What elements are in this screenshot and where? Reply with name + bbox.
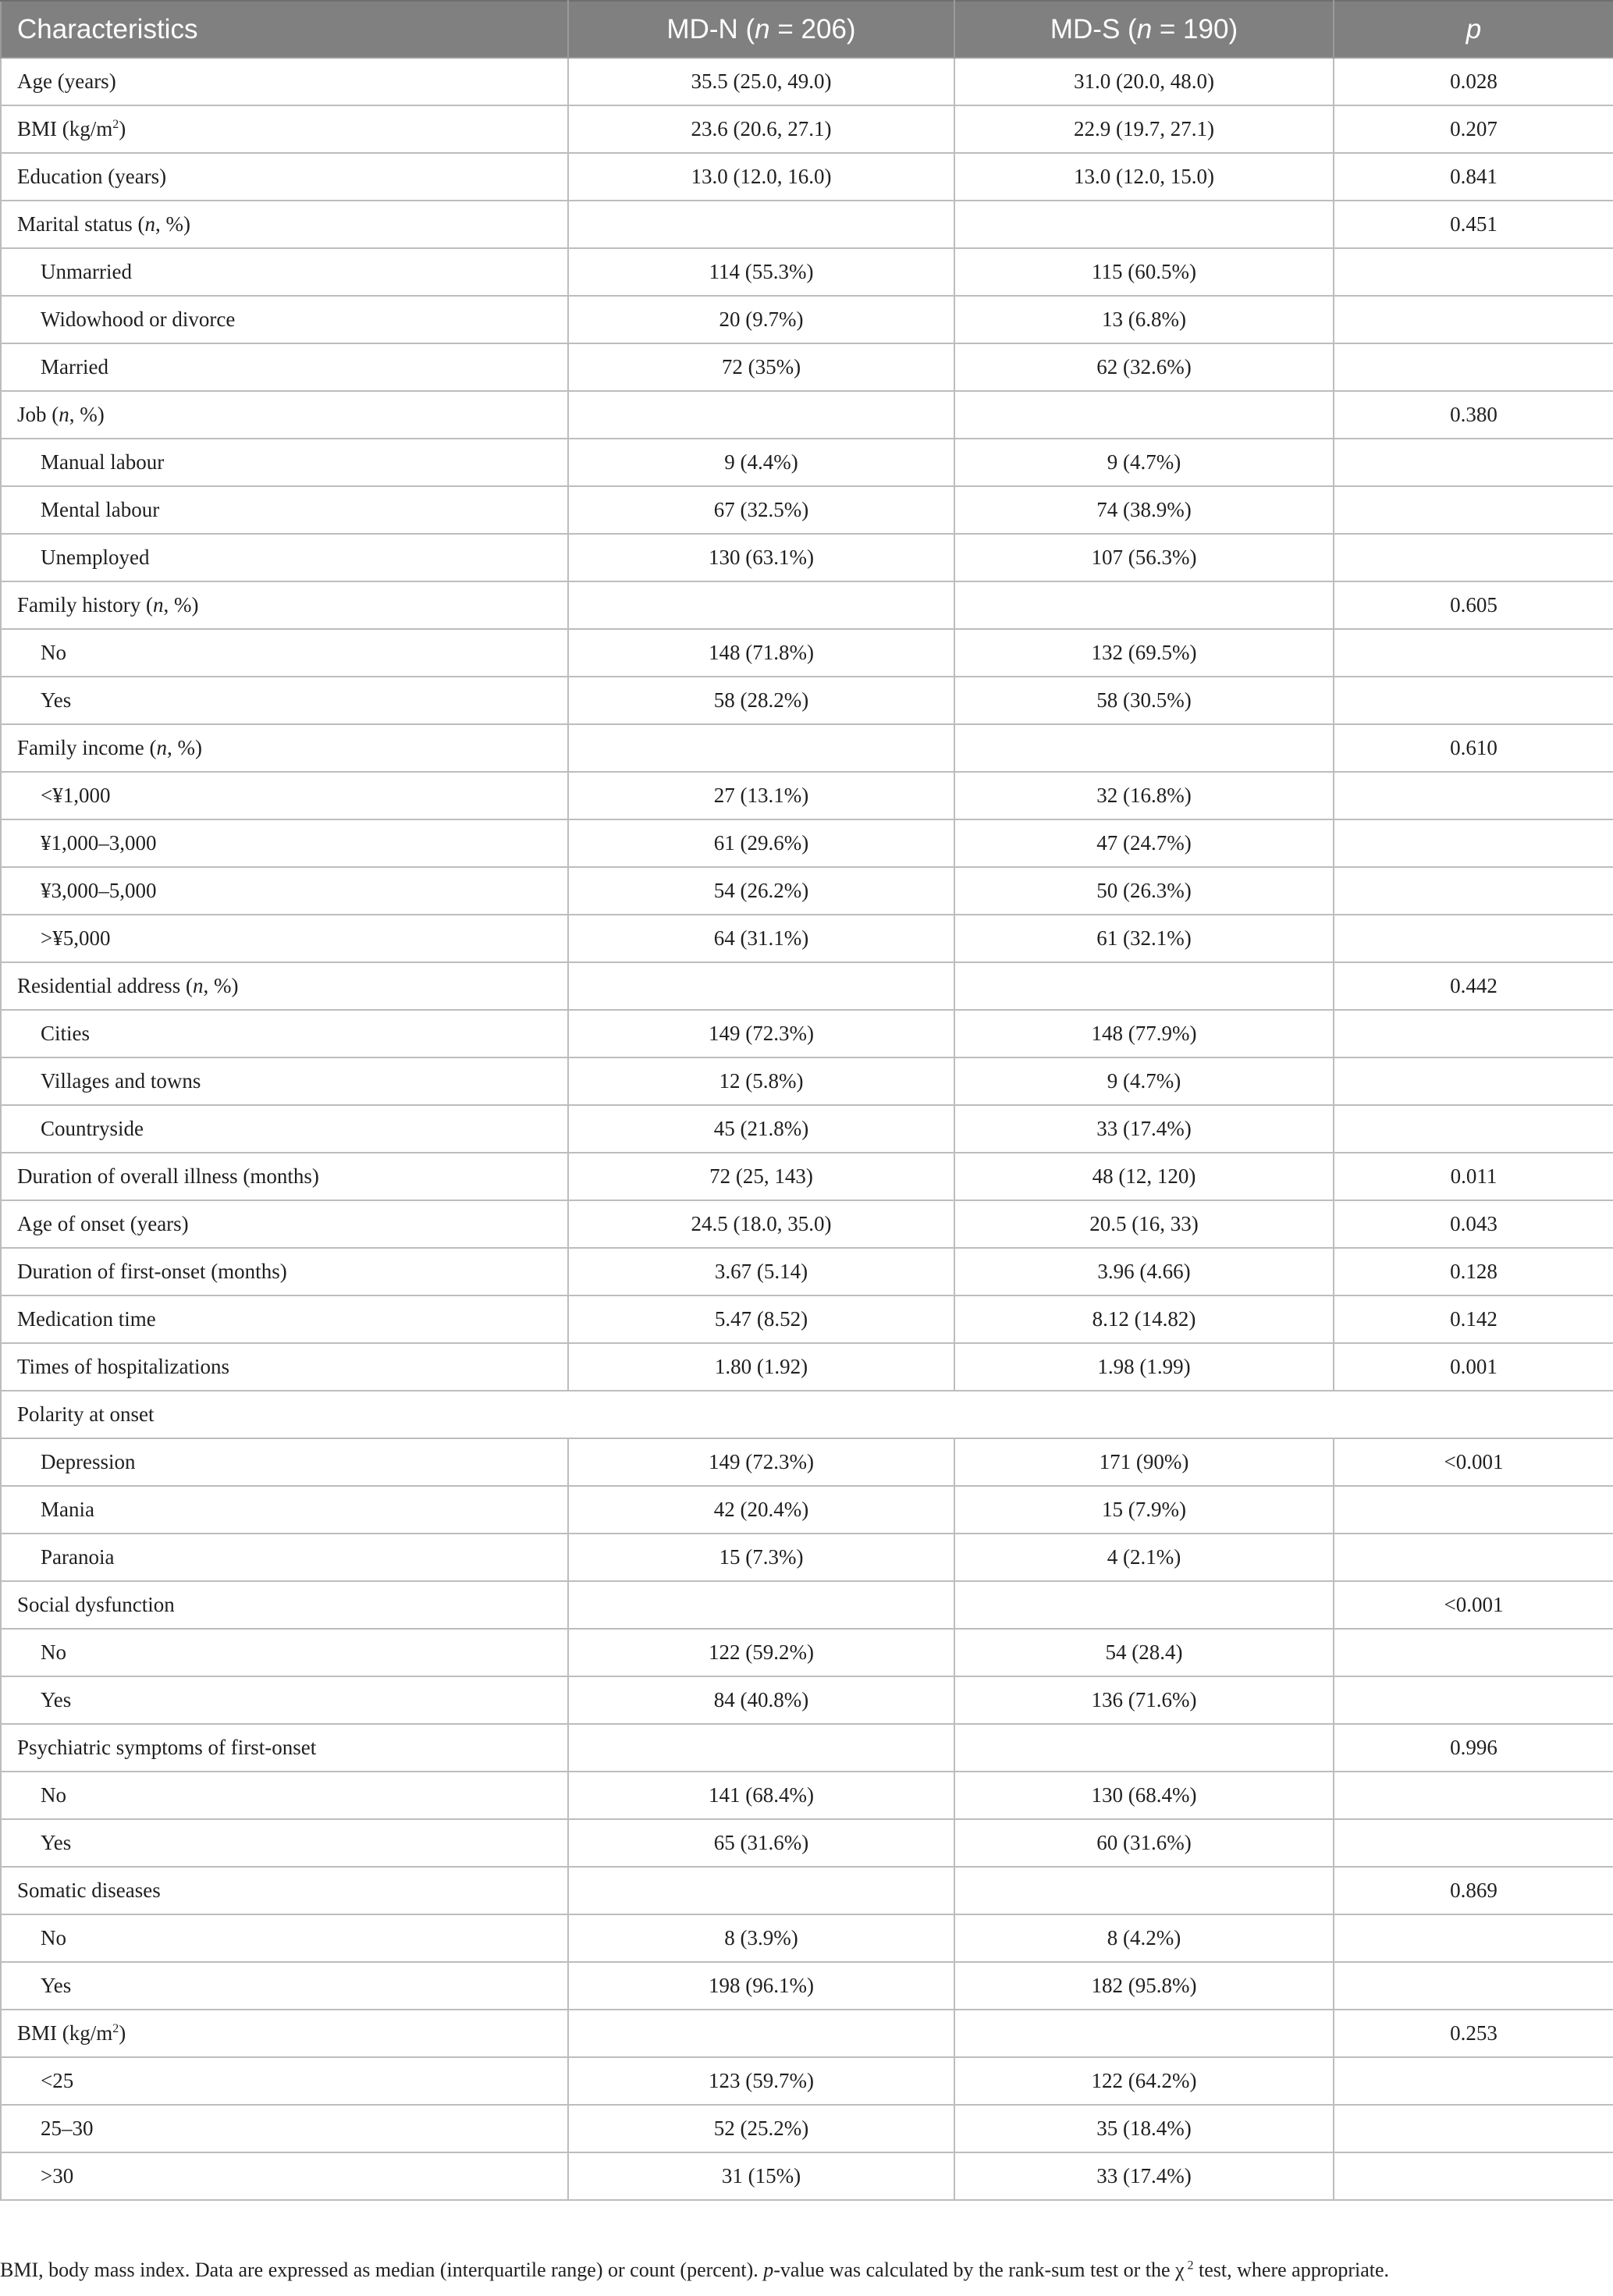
p-value: 0.043 — [1334, 1200, 1613, 1248]
md-n-value: 9 (4.4%) — [568, 439, 954, 486]
md-n-value: 35.5 (25.0, 49.0) — [568, 58, 954, 105]
row-label: Mental labour — [1, 486, 568, 534]
row-label: Education (years) — [1, 153, 568, 201]
row-label: Villages and towns — [1, 1057, 568, 1105]
row-label: Manual labour — [1, 439, 568, 486]
table-row — [1, 58, 1613, 105]
table-footnote: BMI, body mass index. Data are expressed as median (interquartile range) or count (percent). p-value was calculated by the rank-sum test or the χ $^2$ test, where appropriate. — [0, 2259, 1390, 2281]
header-md-s: MD-S (n = 190) — [954, 1, 1334, 58]
md-s-value: 20.5 (16, 33) — [954, 1200, 1334, 1248]
md-s-value: 132 (69.5%) — [954, 629, 1334, 677]
row-label: BMI $(kg/m^2)$ — [1, 105, 568, 153]
table-subrow — [1, 819, 1613, 867]
p-value — [1334, 677, 1613, 724]
row-label: Yes — [1, 1676, 568, 1724]
row-label: Married — [1, 343, 568, 391]
row-label: ¥1,000–3,000 — [1, 819, 568, 867]
md-n-value: 45 (21.8%) — [568, 1105, 954, 1153]
row-label: Age (years) — [1, 58, 568, 105]
md-s-value: 22.9 (19.7, 27.1) — [954, 105, 1334, 153]
p-value: 0.996 — [1334, 1724, 1613, 1772]
md-n-value: 198 (96.1%) — [568, 1962, 954, 2010]
table-row — [1, 581, 1613, 629]
md-n-value: 130 (63.1%) — [568, 534, 954, 581]
md-s-value: 74 (38.9%) — [954, 486, 1334, 534]
md-s-value: 54 (28.4) — [954, 1629, 1334, 1676]
md-s-value: 50 (26.3%) — [954, 867, 1334, 915]
p-value — [1334, 915, 1613, 962]
p-value — [1334, 867, 1613, 915]
row-label: Duration of overall illness (months) — [1, 1153, 568, 1200]
p-value — [1334, 819, 1613, 867]
p-value: 0.605 — [1334, 581, 1613, 629]
md-s-value: 62 (32.6%) — [954, 343, 1334, 391]
md-n-value: 15 (7.3%) — [568, 1534, 954, 1581]
row-label: Marital status (n, %) — [1, 201, 568, 248]
md-s-value: 15 (7.9%) — [954, 1486, 1334, 1534]
p-value — [1334, 439, 1613, 486]
p-value — [1334, 1914, 1613, 1962]
table-subrow — [1, 1914, 1613, 1962]
p-value — [1334, 772, 1613, 819]
md-n-value: 42 (20.4%) — [568, 1486, 954, 1534]
md-s-value: 33 (17.4%) — [954, 1105, 1334, 1153]
p-value: 0.028 — [1334, 58, 1613, 105]
md-s-value: 35 (18.4%) — [954, 2105, 1334, 2152]
p-value: 0.128 — [1334, 1248, 1613, 1295]
md-s-value — [954, 1724, 1334, 1772]
p-value: 0.253 — [1334, 2010, 1613, 2057]
md-s-value — [954, 201, 1334, 248]
md-n-value: 24.5 (18.0, 35.0) — [568, 1200, 954, 1248]
md-s-value: 58 (30.5%) — [954, 677, 1334, 724]
row-label: Somatic diseases — [1, 1867, 568, 1914]
md-n-value: 54 (26.2%) — [568, 867, 954, 915]
md-s-value: 13.0 (12.0, 15.0) — [954, 153, 1334, 201]
md-s-value — [954, 1867, 1334, 1914]
p-value: 0.869 — [1334, 1867, 1613, 1914]
row-label: Age of onset (years) — [1, 1200, 568, 1248]
md-n-value: 8 (3.9%) — [568, 1914, 954, 1962]
md-s-value: 13 (6.8%) — [954, 296, 1334, 343]
table-subrow — [1, 2057, 1613, 2105]
p-value: 0.142 — [1334, 1295, 1613, 1343]
p-value — [1334, 486, 1613, 534]
md-n-value: 114 (55.3%) — [568, 248, 954, 296]
p-value: 0.841 — [1334, 153, 1613, 201]
md-s-value — [954, 581, 1334, 629]
p-value — [1334, 2057, 1613, 2105]
table-subrow — [1, 248, 1613, 296]
md-n-value — [568, 1867, 954, 1914]
row-label: No — [1, 629, 568, 677]
p-value — [1334, 1534, 1613, 1581]
p-value: 0.011 — [1334, 1153, 1613, 1200]
p-value — [1334, 343, 1613, 391]
md-n-value: 84 (40.8%) — [568, 1676, 954, 1724]
table-subrow — [1, 1534, 1613, 1581]
table-row — [1, 1867, 1613, 1914]
row-label: No — [1, 1629, 568, 1676]
table-subrow — [1, 1010, 1613, 1057]
md-s-value — [954, 724, 1334, 772]
md-s-value: 8.12 (14.82) — [954, 1295, 1334, 1343]
md-n-value: 52 (25.2%) — [568, 2105, 954, 2152]
p-value — [1334, 629, 1613, 677]
md-s-value: 9 (4.7%) — [954, 1057, 1334, 1105]
table-subrow — [1, 1962, 1613, 2010]
p-value — [1334, 296, 1613, 343]
md-n-value: 58 (28.2%) — [568, 677, 954, 724]
row-label: Yes — [1, 1962, 568, 2010]
p-value: 0.207 — [1334, 105, 1613, 153]
md-n-value — [568, 1724, 954, 1772]
table-row — [1, 201, 1613, 248]
md-s-value: 33 (17.4%) — [954, 2152, 1334, 2200]
table-row — [1, 1200, 1613, 1248]
row-label: Job (n, %) — [1, 391, 568, 439]
md-s-value — [954, 1581, 1334, 1629]
p-value: 0.451 — [1334, 201, 1613, 248]
md-n-value — [568, 1581, 954, 1629]
p-value — [1334, 248, 1613, 296]
table-row — [1, 1153, 1613, 1200]
row-label: No — [1, 1772, 568, 1819]
md-s-value: 47 (24.7%) — [954, 819, 1334, 867]
md-s-value: 148 (77.9%) — [954, 1010, 1334, 1057]
p-value — [1334, 1105, 1613, 1153]
row-label: Paranoia — [1, 1534, 568, 1581]
md-s-value: 122 (64.2%) — [954, 2057, 1334, 2105]
row-label: Widowhood or divorce — [1, 296, 568, 343]
table-row — [1, 1248, 1613, 1295]
table-subrow — [1, 2152, 1613, 2200]
md-n-value: 5.47 (8.52) — [568, 1295, 954, 1343]
table-subrow — [1, 1772, 1613, 1819]
p-value — [1334, 1676, 1613, 1724]
table-subrow — [1, 1105, 1613, 1153]
md-n-value: 61 (29.6%) — [568, 819, 954, 867]
row-label: <25 — [1, 2057, 568, 2105]
row-label: Family history (n, %) — [1, 581, 568, 629]
md-n-value: 12 (5.8%) — [568, 1057, 954, 1105]
table-subrow — [1, 296, 1613, 343]
md-s-value: 4 (2.1%) — [954, 1534, 1334, 1581]
row-label: <¥1,000 — [1, 772, 568, 819]
table-subrow — [1, 2105, 1613, 2152]
row-label: Social dysfunction — [1, 1581, 568, 1629]
row-label: Yes — [1, 1819, 568, 1867]
p-value — [1334, 534, 1613, 581]
row-label: Family income (n, %) — [1, 724, 568, 772]
row-label: No — [1, 1914, 568, 1962]
p-value — [1334, 1962, 1613, 2010]
md-n-value — [568, 581, 954, 629]
md-n-value — [568, 724, 954, 772]
p-value: <0.001 — [1334, 1581, 1613, 1629]
md-n-value — [568, 962, 954, 1010]
md-n-value: 72 (35%) — [568, 343, 954, 391]
table-subrow — [1, 1057, 1613, 1105]
md-s-value: 107 (56.3%) — [954, 534, 1334, 581]
table-subrow — [1, 1676, 1613, 1724]
p-value: <0.001 — [1334, 1438, 1613, 1486]
table-subrow — [1, 343, 1613, 391]
table-row — [1, 962, 1613, 1010]
table-row — [1, 1581, 1613, 1629]
p-value — [1334, 1486, 1613, 1534]
row-label: Mania — [1, 1486, 568, 1534]
table-subrow — [1, 915, 1613, 962]
p-value — [1334, 1057, 1613, 1105]
row-label: Medication time — [1, 1295, 568, 1343]
md-n-value: 1.80 (1.92) — [568, 1343, 954, 1391]
md-n-value: 141 (68.4%) — [568, 1772, 954, 1819]
p-value — [1334, 1629, 1613, 1676]
table-row — [1, 105, 1613, 153]
md-s-value: 115 (60.5%) — [954, 248, 1334, 296]
row-label: ¥3,000–5,000 — [1, 867, 568, 915]
row-label: >¥5,000 — [1, 915, 568, 962]
p-value: 0.001 — [1334, 1343, 1613, 1391]
table-subrow — [1, 1629, 1613, 1676]
table-subrow — [1, 772, 1613, 819]
md-s-value: 8 (4.2%) — [954, 1914, 1334, 1962]
row-label: Countryside — [1, 1105, 568, 1153]
md-n-value: 67 (32.5%) — [568, 486, 954, 534]
md-s-value — [954, 391, 1334, 439]
row-label: 25–30 — [1, 2105, 568, 2152]
md-s-value: 48 (12, 120) — [954, 1153, 1334, 1200]
p-value — [1334, 2105, 1613, 2152]
md-s-value: 182 (95.8%) — [954, 1962, 1334, 2010]
header-characteristics: Characteristics — [1, 1, 568, 58]
md-s-value: 136 (71.6%) — [954, 1676, 1334, 1724]
table-row — [1, 1343, 1613, 1391]
md-s-value — [954, 962, 1334, 1010]
table-subrow — [1, 629, 1613, 677]
md-n-value: 148 (71.8%) — [568, 629, 954, 677]
md-n-value: 149 (72.3%) — [568, 1438, 954, 1486]
row-label: Depression — [1, 1438, 568, 1486]
row-label: Psychiatric symptoms of first-onset — [1, 1724, 568, 1772]
table-subrow — [1, 867, 1613, 915]
table-row — [1, 1391, 1613, 1438]
md-s-value: 3.96 (4.66) — [954, 1248, 1334, 1295]
row-label: Residential address (n, %) — [1, 962, 568, 1010]
header-md-n: MD-N (n = 206) — [568, 1, 954, 58]
table-row — [1, 724, 1613, 772]
p-value — [1334, 1819, 1613, 1867]
table-subrow — [1, 677, 1613, 724]
md-n-value: 123 (59.7%) — [568, 2057, 954, 2105]
md-s-value — [954, 2010, 1334, 2057]
md-s-value: 130 (68.4%) — [954, 1772, 1334, 1819]
table-body — [1, 58, 1613, 2200]
row-label: BMI $(kg/m^2)$ — [1, 2010, 568, 2057]
p-value — [1334, 1010, 1613, 1057]
md-n-value: 3.67 (5.14) — [568, 1248, 954, 1295]
md-n-value: 27 (13.1%) — [568, 772, 954, 819]
p-value: 0.380 — [1334, 391, 1613, 439]
p-value: 0.610 — [1334, 724, 1613, 772]
md-n-value: 72 (25, 143) — [568, 1153, 954, 1200]
row-label: Yes — [1, 677, 568, 724]
row-label: Unmarried — [1, 248, 568, 296]
row-label: Cities — [1, 1010, 568, 1057]
p-value — [1334, 2152, 1613, 2200]
md-n-value: 65 (31.6%) — [568, 1819, 954, 1867]
md-n-value: 149 (72.3%) — [568, 1010, 954, 1057]
md-s-value: 60 (31.6%) — [954, 1819, 1334, 1867]
md-s-value: 31.0 (20.0, 48.0) — [954, 58, 1334, 105]
table-subrow — [1, 439, 1613, 486]
md-s-value: 61 (32.1%) — [954, 915, 1334, 962]
table-subrow — [1, 534, 1613, 581]
md-s-value: 32 (16.8%) — [954, 772, 1334, 819]
header-row — [1, 1, 1613, 58]
table-row — [1, 2010, 1613, 2057]
table-row — [1, 153, 1613, 201]
table-subrow — [1, 1486, 1613, 1534]
table-row — [1, 391, 1613, 439]
row-label: >30 — [1, 2152, 568, 2200]
p-value: 0.442 — [1334, 962, 1613, 1010]
header-p-value: p — [1334, 1, 1613, 58]
md-n-value: 20 (9.7%) — [568, 296, 954, 343]
md-s-value: 171 (90%) — [954, 1438, 1334, 1486]
md-s-value: 1.98 (1.99) — [954, 1343, 1334, 1391]
md-n-value: 122 (59.2%) — [568, 1629, 954, 1676]
md-n-value — [568, 2010, 954, 2057]
table-subrow — [1, 486, 1613, 534]
row-label: Unemployed — [1, 534, 568, 581]
md-n-value: 64 (31.1%) — [568, 915, 954, 962]
table-row — [1, 1295, 1613, 1343]
table-row — [1, 1724, 1613, 1772]
md-n-value — [568, 201, 954, 248]
table-subrow — [1, 1819, 1613, 1867]
md-n-value: 13.0 (12.0, 16.0) — [568, 153, 954, 201]
row-label: Times of hospitalizations — [1, 1343, 568, 1391]
md-n-value: 23.6 (20.6, 27.1) — [568, 105, 954, 153]
table-subrow — [1, 1438, 1613, 1486]
row-label: Duration of first-onset (months) — [1, 1248, 568, 1295]
p-value — [1334, 1772, 1613, 1819]
row-label: Polarity at onset — [1, 1391, 1613, 1438]
md-n-value: 31 (15%) — [568, 2152, 954, 2200]
md-s-value: 9 (4.7%) — [954, 439, 1334, 486]
table-header — [1, 1, 1613, 58]
md-n-value — [568, 391, 954, 439]
